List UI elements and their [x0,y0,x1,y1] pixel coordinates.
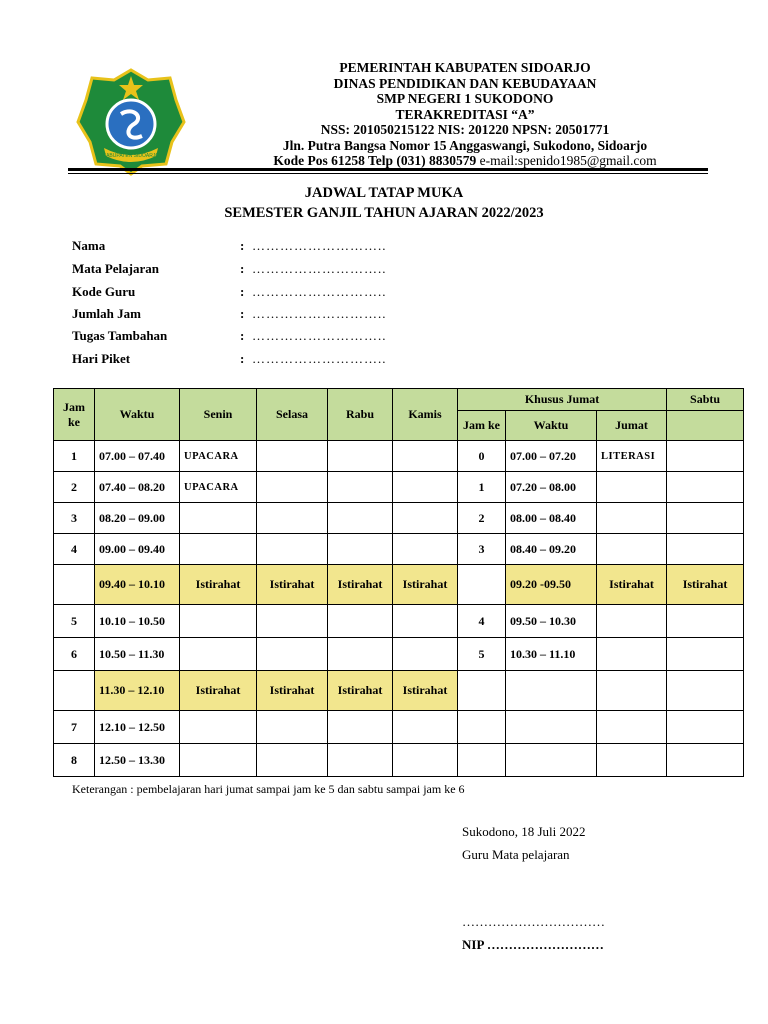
cell-senin [180,605,257,638]
cell-rabu [328,744,393,777]
header-jumat: Jumat [597,411,667,441]
cell-rabu [328,605,393,638]
cell-jumat-jam-ke: 1 [458,472,506,503]
cell-jumat-waktu: 09.20 -09.50 [506,565,597,605]
cell-jumat-jam-ke: 4 [458,605,506,638]
cell-kamis [393,534,458,565]
cell-rabu [328,472,393,503]
letterhead-email: e-mail:spenido1985@gmail.com [476,153,657,168]
letterhead-address: Jln. Putra Bangsa Nomor 15 Anggaswangi, Sukodono, Sidoarjo [282,137,648,153]
cell-rabu [328,503,393,534]
cell-rabu [328,638,393,671]
cell-selasa [257,503,328,534]
field-kode-guru [72,284,432,304]
cell-waktu: 07.40 – 08.20 [95,472,180,503]
header-jumat-jam-ke: Jam ke [458,411,506,441]
cell-rabu [328,534,393,565]
cell-jumat-waktu: 08.00 – 08.40 [506,503,597,534]
cell-jam-ke: 4 [54,534,95,565]
cell-sabtu [667,605,744,638]
cell-selasa [257,605,328,638]
field-label: Mata Pelajaran [72,261,160,276]
table-row [54,744,744,777]
cell-kamis [393,744,458,777]
table-row [54,441,744,472]
header-sabtu: Sabtu [667,389,744,411]
cell-jam-ke: 7 [54,711,95,744]
field-colon: : [240,284,245,299]
cell-waktu: 12.10 – 12.50 [95,711,180,744]
field-label: Nama [72,238,106,253]
table-row [54,671,744,711]
cell-jam-ke [54,565,95,605]
field-hari-piket [72,351,432,371]
cell-kamis [393,711,458,744]
cell-waktu: 12.50 – 13.30 [95,744,180,777]
cell-jumat-waktu: 07.20 – 08.00 [506,472,597,503]
cell-jumat [597,671,667,711]
field-colon: : [240,261,245,276]
table-row [54,638,744,671]
cell-kamis [393,638,458,671]
kabupaten-sidoarjo-logo [76,66,186,176]
table-row [54,565,744,605]
cell-sabtu [667,671,744,711]
cell-sabtu [667,441,744,472]
header-sabtu-blank [667,411,744,441]
cell-sabtu [667,472,744,503]
cell-senin [180,711,257,744]
cell-jumat-jam-ke: 2 [458,503,506,534]
table-row [54,472,744,503]
letterhead-school: SMP NEGERI 1 SUKODONO [376,91,554,106]
cell-jumat-jam-ke: 3 [458,534,506,565]
cell-waktu: 08.20 – 09.00 [95,503,180,534]
header-khusus-jumat: Khusus Jumat [458,389,667,411]
cell-jam-ke: 6 [54,638,95,671]
cell-jumat-jam-ke: 0 [458,441,506,472]
cell-senin: UPACARA [180,472,257,503]
cell-waktu: 10.50 – 11.30 [95,638,180,671]
cell-rabu [328,711,393,744]
cell-jumat [597,503,667,534]
cell-jumat: Istirahat [597,565,667,605]
letterhead-contact [190,153,740,169]
header-jumat-waktu: Waktu [506,411,597,441]
cell-waktu: 11.30 – 12.10 [95,671,180,711]
field-value: ……………………….. [252,328,387,343]
cell-sabtu: Istirahat [667,565,744,605]
field-colon: : [240,328,245,343]
cell-jam-ke: 5 [54,605,95,638]
cell-jumat [597,472,667,503]
cell-senin [180,534,257,565]
cell-senin [180,503,257,534]
header-selasa: Selasa [257,389,328,441]
table-row [54,605,744,638]
cell-jumat-jam-ke [458,744,506,777]
field-tugas-tambahan [72,328,432,348]
cell-senin [180,744,257,777]
cell-sabtu [667,503,744,534]
cell-jumat: LITERASI [597,441,667,472]
cell-jam-ke: 2 [54,472,95,503]
header-kamis: Kamis [393,389,458,441]
cell-senin: Istirahat [180,565,257,605]
cell-jam-ke: 8 [54,744,95,777]
cell-jumat-waktu: 09.50 – 10.30 [506,605,597,638]
cell-sabtu [667,638,744,671]
signature-place-date: Sukodono, 18 Juli 2022 [462,824,586,839]
cell-senin [180,638,257,671]
field-mata-pelajaran [72,261,432,281]
cell-sabtu [667,711,744,744]
cell-jam-ke: 3 [54,503,95,534]
cell-selasa [257,534,328,565]
cell-jumat [597,638,667,671]
cell-jumat [597,534,667,565]
cell-selasa [257,441,328,472]
schedule-table [53,388,744,777]
cell-jumat-jam-ke [458,711,506,744]
cell-jumat-waktu: 08.40 – 09.20 [506,534,597,565]
field-label: Jumlah Jam [72,306,141,321]
letterhead-ids: NSS: 201050215122 NIS: 201220 NPSN: 20501771 [320,122,610,137]
cell-selasa [257,711,328,744]
cell-senin: UPACARA [180,441,257,472]
cell-jumat [597,744,667,777]
cell-rabu: Istirahat [328,565,393,605]
cell-selasa: Istirahat [257,671,328,711]
cell-waktu: 09.40 – 10.10 [95,565,180,605]
field-value: ……………………….. [252,306,387,321]
cell-jumat-waktu: 10.30 – 11.10 [506,638,597,671]
letterhead-postcode-phone: Kode Pos 61258 Telp (031) 8830579 [273,153,477,168]
signature-nip: NIP ……………………… [462,937,604,952]
cell-jumat [597,711,667,744]
cell-waktu: 09.00 – 09.40 [95,534,180,565]
cell-waktu: 07.00 – 07.40 [95,441,180,472]
cell-jumat-waktu [506,671,597,711]
header-jam-ke: Jam ke [54,389,95,441]
field-label: Tugas Tambahan [72,328,168,343]
field-value: ……………………….. [252,261,387,276]
cell-kamis [393,605,458,638]
cell-kamis [393,472,458,503]
cell-rabu: Istirahat [328,671,393,711]
cell-kamis: Istirahat [393,565,458,605]
cell-jumat-jam-ke [458,671,506,711]
cell-sabtu [667,744,744,777]
header-senin: Senin [180,389,257,441]
cell-sabtu [667,534,744,565]
cell-selasa: Istirahat [257,565,328,605]
header-divider-thin [68,173,708,174]
cell-jumat-waktu [506,711,597,744]
field-jumlah-jam [72,306,432,326]
field-colon: : [240,306,245,321]
document-subtitle: SEMESTER GANJIL TAHUN AJARAN 2022/2023 [224,205,544,221]
cell-kamis [393,441,458,472]
document-title: JADWAL TATAP MUKA [304,185,464,201]
letterhead-government: PEMERINTAH KABUPATEN SIDOARJO [339,60,591,75]
signature-role: Guru Mata pelajaran [462,847,570,862]
field-label: Kode Guru [72,284,136,299]
field-label: Hari Piket [72,351,131,366]
field-nama [72,238,432,258]
signature-name-line: …………………………… [462,914,605,929]
cell-jam-ke: 1 [54,441,95,472]
cell-jumat-jam-ke [458,565,506,605]
table-row [54,503,744,534]
table-row [54,534,744,565]
cell-jumat-jam-ke: 5 [458,638,506,671]
cell-selasa [257,638,328,671]
cell-kamis [393,503,458,534]
cell-selasa [257,472,328,503]
field-value: ……………………….. [252,351,387,366]
cell-senin: Istirahat [180,671,257,711]
cell-rabu [328,441,393,472]
cell-selasa [257,744,328,777]
letterhead-accreditation: TERAKREDITASI “A” [395,106,535,122]
field-colon: : [240,238,245,253]
cell-jumat-waktu [506,744,597,777]
field-colon: : [240,351,245,366]
field-value: ……………………….. [252,238,387,253]
header-rabu: Rabu [328,389,393,441]
svg-text:KABUPATEN SIDOARJO: KABUPATEN SIDOARJO [102,153,160,159]
table-row [54,711,744,744]
cell-kamis: Istirahat [393,671,458,711]
letterhead-department: DINAS PENDIDIKAN DAN KEBUDAYAAN [333,75,597,91]
header-divider-thick [68,168,708,171]
cell-jumat-waktu: 07.00 – 07.20 [506,441,597,472]
field-value: ……………………….. [252,284,387,299]
cell-jam-ke [54,671,95,711]
cell-jumat [597,605,667,638]
note-keterangan: Keterangan : pembelajaran hari jumat sampai jam ke 5 dan sabtu sampai jam ke 6 [72,782,465,796]
cell-waktu: 10.10 – 10.50 [95,605,180,638]
header-waktu: Waktu [95,389,180,441]
letterhead [190,60,740,169]
